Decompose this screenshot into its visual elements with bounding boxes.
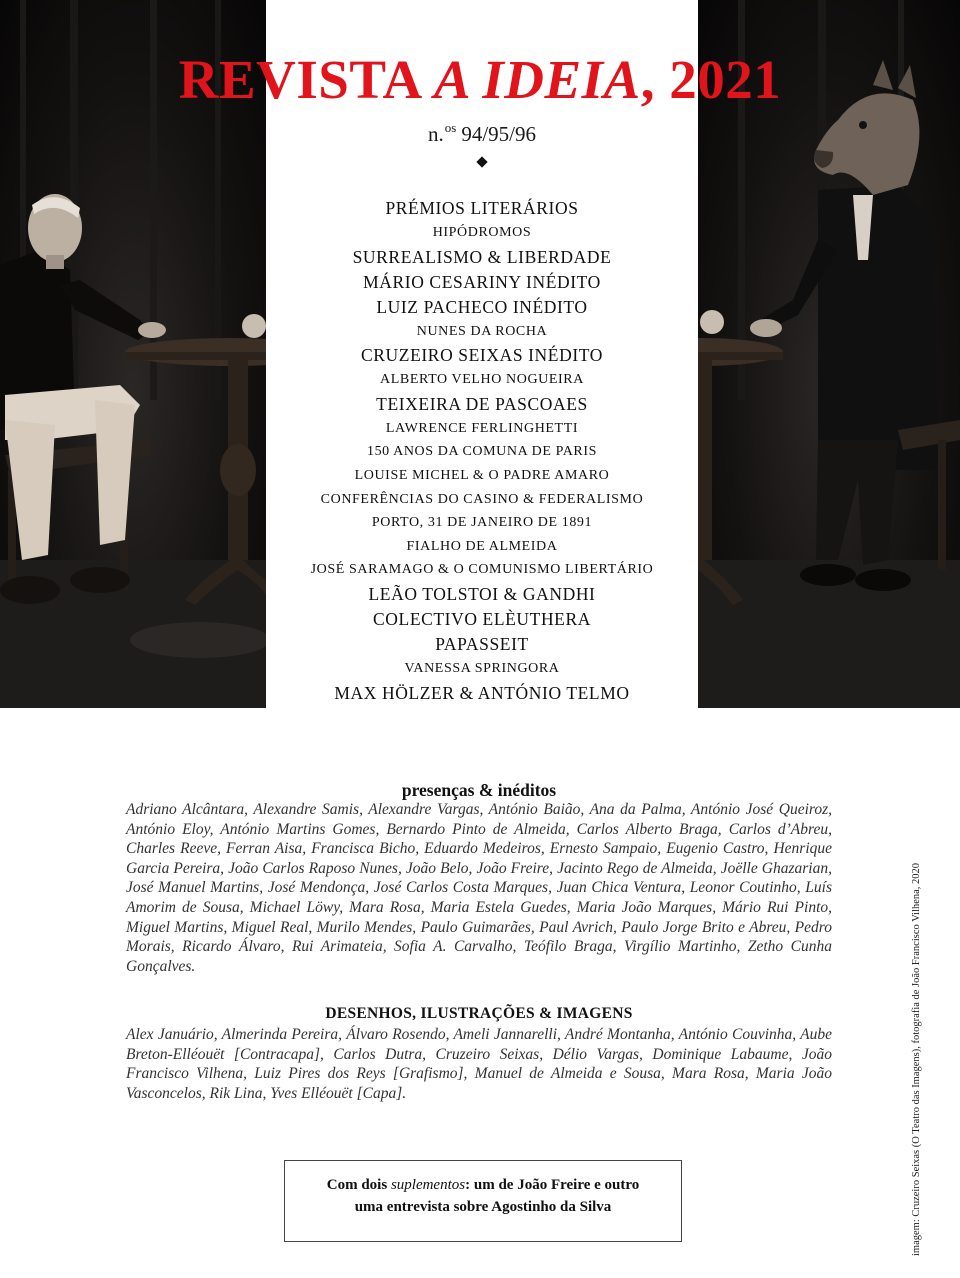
- desenhos-contributors: Alex Januário, Almerinda Pereira, Álvaro Rosendo, Ameli Jannarelli, André Montanha, António Couvinha, Aube Breton-Elléouët [Contracapa], Carlos Dutra, Cruzeiro Seixas, Délio Vargas, Dominique Labaume, João Francisco Vilhena, Luiz Pires dos Reys [Grafismo], Manuel de Almeida e Sousa, Mara Rosa, Maria João Vasconcelos, Rik Lina, Yves Elléouët [Capa].: [126, 1026, 832, 1102]
- table-of-contents: [266, 196, 698, 706]
- toc-item: LAWRENCE FERLINGHETTI: [385, 420, 579, 436]
- toc-item: PORTO, 31 DE JANEIRO DE 1891: [371, 515, 593, 531]
- toc-item: PRÉMIOS LITERÁRIOS: [385, 198, 579, 218]
- toc-item: LEÃO TOLSTOI & GANDHI: [368, 583, 596, 604]
- toc-item: ALBERTO VELHO NOGUEIRA: [380, 372, 584, 388]
- toc-item: VANESSA SPRINGORA: [404, 660, 560, 676]
- issue-prefix: n.: [428, 122, 444, 146]
- supplements-box: [284, 1160, 682, 1242]
- toc-item: CRUZEIRO SEIXAS INÉDITO: [361, 345, 603, 366]
- toc-item: CONFERÊNCIAS DO CASINO & FEDERALISMO: [320, 491, 644, 507]
- presencas-contributors: Adriano Alcântara, Alexandre Samis, Alexandre Vargas, António Baião, Ana da Palma, António José Queiroz, António Eloy, António Martins Gomes, Bernardo Pinto de Almeida, Carlos Alberto Braga, Carlos d’Abreu, Charles Reeve, Ferran Aisa, Francisca Bicho, Eduardo Medeiros, Ernesto Sampaio, Eugenio Castro, Henrique Garcia Pereira, João Carlos Raposo Nunes, João Belo, João Freire, Jacinto Rego de Almeida, Joëlle Ghazarian, José Manuel Martins, José Mendonça, José Carlos Costa Marques, Juan Chica Ventura, Leonor Coutinho, Luís Amorim de Sousa, Michael Löwy, Mara Rosa, Maria Estela Guedes, Maria João Marques, Mário Rui Pinto, Miguel Martins, Miguel Real, Murilo Mendes, Paulo Guimarães, Paul Avrich, Paulo Jorge Brito e Abreu, Pedro Morais, Ricardo Álvaro, Rui Arimateia, Sofia A. Carvalho, Teófilo Braga, Virgílio Martinho, Zetho Cunha Gonçalves.: [126, 801, 832, 975]
- supplements-prefix: Com dois: [326, 1177, 391, 1193]
- toc-item: PAPASSEIT: [435, 633, 529, 654]
- title-part1: REVISTA: [178, 49, 434, 110]
- title-part2: , 2021: [640, 49, 782, 110]
- issue-numbers: 94/95/96: [461, 122, 536, 146]
- supplements-suffix: : um de João Freire e outro: [465, 1177, 640, 1193]
- toc-item: LOUISE MICHEL & O PADRE AMARO: [354, 467, 610, 483]
- supplements-line1: [299, 1174, 667, 1196]
- toc-item: 150 ANOS DA COMUNA DE PARIS: [366, 444, 597, 460]
- toc-item: NUNES DA ROCHA: [416, 323, 548, 339]
- toc-item: TEIXEIRA DE PASCOAES: [376, 393, 588, 414]
- presencas-heading: presenças & inéditos: [401, 780, 557, 800]
- supplements-line2: uma entrevista sobre Agostinho da Silva: [354, 1199, 612, 1215]
- toc-item: JOSÉ SARAMAGO & O COMUNISMO LIBERTÁRIO: [310, 562, 654, 578]
- toc-item: FIALHO DE ALMEIDA: [406, 538, 558, 554]
- toc-item: MÁRIO CESARINY INÉDITO: [363, 271, 601, 292]
- title-italic: A IDEIA: [433, 49, 641, 110]
- issue-superscript: os: [444, 120, 457, 135]
- image-credit: imagem: Cruzeiro Seixas (O Teatro das Imagens), fotografia de João Francisco Vilhena, 2020: [911, 862, 922, 1256]
- toc-item: SURREALISMO & LIBERDADE: [352, 246, 612, 267]
- toc-item: LUIZ PACHECO INÉDITO: [376, 296, 588, 317]
- toc-item: MAX HÖLZER & ANTÓNIO TELMO: [334, 682, 630, 703]
- toc-item: COLECTIVO ELÈUTHERA: [373, 608, 591, 629]
- supplements-italic: suplementos: [390, 1177, 466, 1193]
- desenhos-heading: DESENHOS, ILUSTRAÇÕES & IMAGENS: [325, 1005, 633, 1022]
- toc-item: HIPÓDROMOS: [432, 225, 532, 240]
- magazine-title: [0, 50, 960, 110]
- issue-number: [266, 120, 698, 147]
